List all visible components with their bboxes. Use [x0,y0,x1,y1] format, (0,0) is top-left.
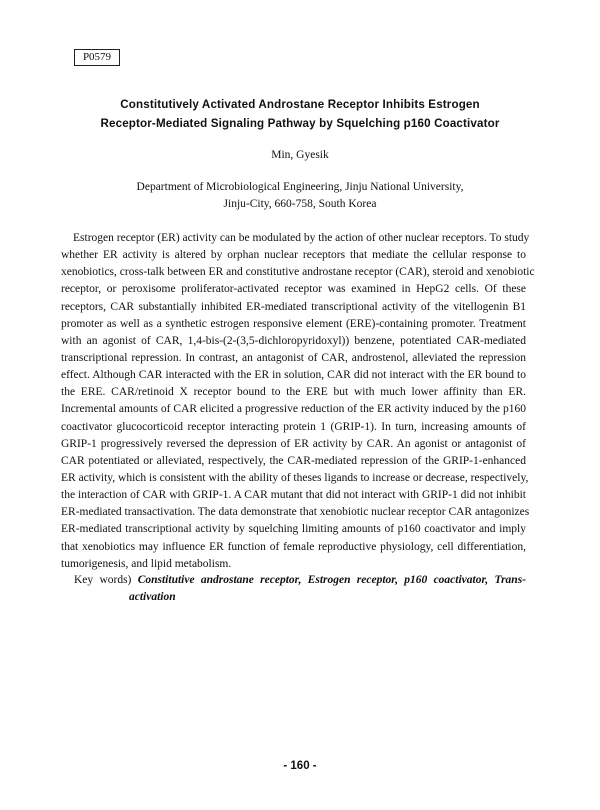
abstract-line: receptors, CAR substantially inhibited ER-mediated transcriptional activity of the vitellogenin B1 [61,300,526,313]
abstract-line: with an agonist of CAR, 1,4-bis-(2-(3,5-dichloropyridoxyl)) benzene, potentiated CAR-mediated [61,334,526,347]
abstract-line: transcriptional repression. In contrast, an antagonist of CAR, androstenol, alleviated the repression [61,351,526,364]
abstract-line: promoter as well as a synthetic estrogen responsive element (ERE)-containing promoter. Treatment [61,317,526,330]
author-name: Min, Gyesik [271,149,329,161]
abstract-line: GRIP-1 progressively reversed the depression of ER activity by CAR. An agonist or antagonist of [61,437,526,450]
abstract-line: the ERE. CAR/retinoid X receptor bound to the ERE but with much lower affinity than ER. [61,386,526,399]
title-line: Receptor-Mediated Signaling Pathway by Squelching p160 Coactivator [100,117,500,130]
abstract-line: tumorigenesis, and lipid metabolism. [61,557,232,570]
abstract-line: ER-mediated transcriptional activity by squelching limiting amounts of p160 coactivator and imply [61,523,526,536]
abstract-line: coactivator glucocorticoid receptor interacting protein 1 (GRIP-1). In turn, increasing amounts of [61,420,526,433]
affiliation-line: Jinju-City, 660-758, South Korea [223,198,377,210]
affiliation-line: Department of Microbiological Engineering, Jinju National University, [136,181,464,193]
keywords-continuation: activation [129,591,176,603]
abstract-line: CAR potentiated or alleviated, respectively, the CAR-mediated repression of the GRIP-1-enhanced [61,454,526,467]
page-number: - 160 - [283,760,317,772]
abstract-line: whether ER activity is altered by orphan nuclear receptors that mediate the cellular response to [61,249,526,262]
abstract-line: xenobiotics, cross-talk between ER and constitutive androstane receptor (CAR), steroid and xenobiotic [61,266,535,279]
abstract-code-box: P0579 [74,49,120,66]
keywords-row [74,572,526,589]
abstract-line: Incremental amounts of CAR elicited a progressive reduction of the ER activity induced by the p160 [61,403,526,416]
abstract-line: ER activity, which is consistent with the ability of theses ligands to increase or decrease, respectively, [61,471,529,484]
abstract-line: that xenobiotics may influence ER function of female reproductive physiology, cell differentiation, [61,540,526,553]
abstract-line: receptor, or peroxisome proliferator-activated receptor was examined in HepG2 cells. Of these [61,283,526,296]
keywords-label: Key words) [74,574,132,586]
abstract-line: ER-mediated transactivation. The data demonstrate that xenobiotic nuclear receptor CAR antagonizes [61,506,530,519]
abstract-line: effect. Although CAR interacted with the ER in solution, CAR did not interact with the ER bound to [61,369,526,382]
abstract-body [61,230,535,573]
abstract-line: the interaction of CAR with GRIP-1. A CAR mutant that did not interact with GRIP-1 did not inhibit [61,489,526,502]
title-line: Constitutively Activated Androstane Receptor Inhibits Estrogen [120,98,480,111]
abstract-line: Estrogen receptor (ER) activity can be modulated by the action of other nuclear receptors. To study [73,232,530,244]
keywords-text: Constitutive androstane receptor, Estrogen receptor, p160 coactivator, Trans- [137,574,526,586]
keywords-section [74,572,526,606]
paper-title [40,95,560,133]
affiliation [60,179,540,213]
